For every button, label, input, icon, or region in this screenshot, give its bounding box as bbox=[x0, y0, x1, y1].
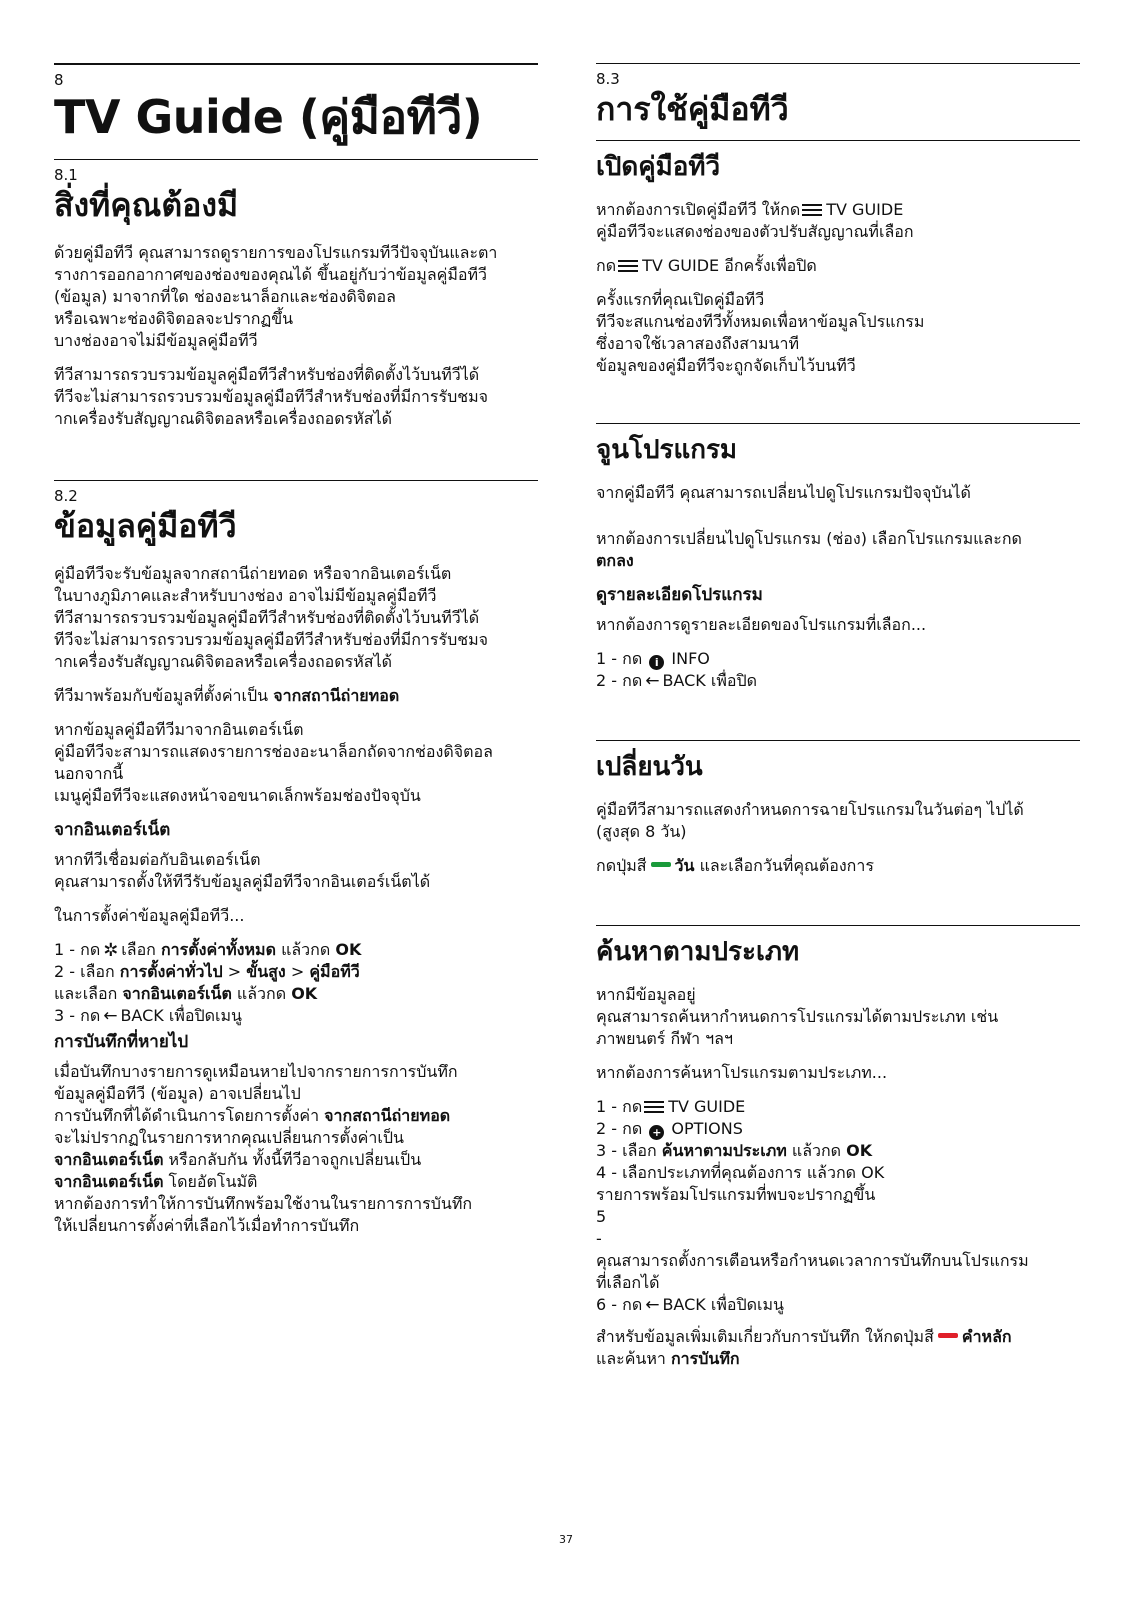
section-rule-8-2 bbox=[54, 480, 538, 481]
section-title-8-3: การใช้คู่มือทีวี bbox=[596, 90, 789, 128]
paragraph-genre-howto: หากต้องการค้นหาโปรแกรมตามประเภท... bbox=[596, 1063, 888, 1082]
section-rule-8-1 bbox=[54, 159, 538, 160]
paragraph-genre-recording: สำหรับข้อมูลเพิ่มเติมเกี่ยวกับการบันทึก ให้กดปุ่มสี คำหลัก และค้นหา การบันทึก bbox=[596, 1327, 1012, 1368]
section-number-8-2: 8.2 bbox=[54, 487, 78, 505]
red-key-icon bbox=[938, 1333, 958, 1338]
green-key-icon bbox=[651, 862, 671, 867]
paragraph-tune-howto: หากต้องการเปลี่ยนไปดูโปรแกรม (ช่อง) เลือกโปรแกรมและกด ตกลง bbox=[596, 529, 1022, 570]
paragraph-8-2-source: คู่มือทีวีจะรับข้อมูลจากสถานีถ่ายทอด หรือจากอินเตอร์เน็ต ในบางภูมิภาคและสำหรับบางช่อง อาจไม่มีข้อมูลคู่มือทีวี ทีวีสามารถรวบรวมข้อมูลคู่มือทีวีสำหรับช่องที่ติดตั้งไว้บนทีวีได้ ทีวีจะไม่สามารถรวบรวมข้อมูลคู่มือทีวีสำหรับช่องที่มีการรับชมจ ากเครื่องรับสัญญาณดิจิตอลหรือเครื่องถอดรหัสได้ bbox=[54, 564, 489, 671]
paragraph-first-scan: ครั้งแรกที่คุณเปิดคู่มือทีวี ทีวีจะสแกนช่องทีวีทั้งหมดเพื่อหาข้อมูลโปรแกรม ซึ่งอาจใช้เวลาสองถึงสามนาที ข้อมูลของคู่มือทีวีจะถูกจัดเก็บไว้บนทีวี bbox=[596, 290, 925, 375]
subsection-rule-day bbox=[596, 740, 1080, 741]
left-column bbox=[54, 63, 538, 1249]
tv-guide-icon bbox=[802, 204, 822, 216]
tv-guide-icon bbox=[644, 1101, 664, 1113]
back-arrow-icon: ← bbox=[103, 1006, 118, 1026]
tv-guide-icon bbox=[618, 260, 638, 272]
step-2-cont: และเลือก จากอินเตอร์เน็ต แล้วกด OK bbox=[54, 984, 318, 1003]
info-icon: i bbox=[649, 655, 664, 670]
paragraph-internet-connect: หากทีวีเชื่อมต่อกับอินเตอร์เน็ต คุณสามารถตั้งให้ทีวีรับข้อมูลคู่มือทีวีจากอินเตอร์เน็ตได้ bbox=[54, 850, 431, 891]
section-title-8-2: ข้อมูลคู่มือทีวี bbox=[54, 507, 237, 545]
paragraph-internet-setup: ในการตั้งค่าข้อมูลคู่มือทีวี... bbox=[54, 906, 245, 925]
paragraph-8-1-intro: ด้วยคู่มือทีวี คุณสามารถดูรายการของโปรแกรมทีวีปัจจุบันและตา รางการออกอากาศของช่องของคุณได้ ขึ้นอยู่กับว่าข้อมูลคู่มือทีวี (ข้อมูล) มาจากที่ใด ช่องอะนาล็อกและช่องดิจิตอล หรือเฉพาะช่องดิจิตอลจะปรากฏขึ้น บางช่องอาจไม่มีข้อมูลคู่มือทีวี bbox=[54, 243, 498, 350]
paragraph-close-guide: กด TV GUIDE อีกครั้งเพื่อปิด bbox=[596, 256, 817, 275]
heading-program-details: ดูรายละเอียดโปรแกรม bbox=[596, 585, 763, 605]
heading-lost-recordings: การบันทึกที่หายไป bbox=[54, 1032, 189, 1052]
paragraph-genre-intro: หากมีข้อมูลอยู่ คุณสามารถค้นหากำหนดการโปรแกรมได้ตามประเภท เช่น ภาพยนตร์ กีฬา ฯลฯ bbox=[596, 985, 999, 1048]
heading-from-internet: จากอินเตอร์เน็ต bbox=[54, 820, 171, 840]
options-icon: + bbox=[649, 1125, 664, 1140]
paragraph-8-1-collect: ทีวีสามารถรวบรวมข้อมูลคู่มือทีวีสำหรับช่องที่ติดตั้งไว้บนทีวีได้ ทีวีจะไม่สามารถรวบรวมข้อมูลคู่มือทีวีสำหรับช่องที่มีการรับชมจ ากเครื่องรับสัญญาณดิจิตอลหรือเครื่องถอดรหัสได้ bbox=[54, 365, 489, 428]
paragraph-8-2-default: ทีวีมาพร้อมกับข้อมูลที่ตั้งค่าเป็น จากสถานีถ่ายทอด bbox=[54, 686, 400, 705]
step-1: 1 - กด ✲ เลือก การตั้งค่าทั้งหมด แล้วกด OK bbox=[54, 940, 362, 961]
paragraph-program-details: หากต้องการดูรายละเอียดของโปรแกรมที่เลือก... bbox=[596, 615, 927, 634]
paragraph-tune-intro: จากคู่มือทีวี คุณสามารถเปลี่ยนไปดูโปรแกรมปัจจุบันได้ bbox=[596, 483, 971, 502]
chapter-title: TV Guide (คู่มือทีวี) bbox=[54, 90, 483, 144]
section-title-8-1: สิ่งที่คุณต้องมี bbox=[54, 186, 239, 224]
chapter-rule bbox=[54, 63, 538, 65]
subsection-rule-genre bbox=[596, 925, 1080, 926]
steps-genre: 1 - กด TV GUIDE 2 - กด + OPTIONS 3 - เลือก ค้นหาตามประเภท แล้วกด OK 4 - เลือกประเภทที่คุณต้องการ แล้วกด OK รายการพร้อมโปรแกรมที่พบจะปรากฏขึ้น 5 - คุณสามารถตั้งการเตือนหรือกำหนดเวลาการบันทึกบนโปรแกรม ที่เลือกได้ 6 - กด ← BACK เพื่อปิดเมนู bbox=[596, 1097, 1029, 1315]
paragraph-lost-recordings: เมื่อบันทึกบางรายการดูเหมือนหายไปจากรายการการบันทึก ข้อมูลคู่มือทีวี (ข้อมูล) อาจเปลี่ยนไป การบันทึกที่ได้ดำเนินการโดยการตั้งค่า จากสถานีถ่ายทอด จะไม่ปรากฏในรายการหากคุณเปลี่ยนการตั้งค่าเป็น จากอินเตอร์เน็ต หรือกลับกัน ทั้งนี้ทีวีอาจถูกเปลี่ยนเป็น จากอินเตอร์เน็ต โดยอัตโนมัติ หากต้องการทำให้การบันทึกพร้อมใช้งานในรายการการบันทึก ให้เปลี่ยนการตั้งค่าที่เลือกไว้เมื่อทำการบันทึก bbox=[54, 1062, 473, 1235]
back-arrow-icon: ← bbox=[645, 1295, 660, 1315]
paragraph-change-day: คู่มือทีวีสามารถแสดงกำหนดการฉายโปรแกรมในวันต่อๆ ไปได้ (สูงสุด 8 วัน) bbox=[596, 800, 1024, 841]
subsection-rule-open bbox=[596, 140, 1080, 141]
paragraph-8-2-internet-info: หากข้อมูลคู่มือทีวีมาจากอินเตอร์เน็ต คู่มือทีวีจะสามารถแสดงรายการช่องอะนาล็อกถัดจากช่องดิจิตอล นอกจากนี้ เมนูคู่มือทีวีจะแสดงหน้าจอขนาดเล็กพร้อมช่องปัจจุบัน bbox=[54, 720, 493, 805]
paragraph-open-guide: หากต้องการเปิดคู่มือทีวี ให้กด TV GUIDE คู่มือทีวีจะแสดงช่องของตัวปรับสัญญาณที่เลือก bbox=[596, 200, 914, 241]
heading-tune-program: จูนโปรแกรม bbox=[596, 435, 738, 465]
paragraph-day-key: กดปุ่มสี วัน และเลือกวันที่คุณต้องการ bbox=[596, 856, 874, 875]
back-arrow-icon: ← bbox=[645, 671, 660, 691]
section-rule-8-3 bbox=[596, 63, 1080, 64]
steps-internet bbox=[54, 939, 538, 1027]
subsection-rule-tune bbox=[596, 423, 1080, 424]
section-number-8-3: 8.3 bbox=[596, 70, 620, 88]
heading-search-genre: ค้นหาตามประเภท bbox=[596, 937, 800, 967]
settings-gear-icon: ✲ bbox=[103, 940, 119, 961]
heading-open-guide: เปิดคู่มือทีวี bbox=[596, 152, 721, 182]
step-2: 2 - เลือก การตั้งค่าทั่วไป > ขั้นสูง > คู่มือทีวี bbox=[54, 962, 360, 981]
step-3: 3 - กด ← BACK เพื่อปิดเมนู bbox=[54, 1006, 242, 1026]
right-column bbox=[596, 63, 1080, 1382]
section-number-8-1: 8.1 bbox=[54, 166, 78, 184]
heading-change-day: เปลี่ยนวัน bbox=[596, 752, 703, 782]
steps-program-details: 1 - กด i INFO 2 - กด ← BACK เพื่อปิด bbox=[596, 649, 758, 691]
page-number: 37 bbox=[559, 1533, 573, 1546]
chapter-number: 8 bbox=[54, 71, 64, 89]
